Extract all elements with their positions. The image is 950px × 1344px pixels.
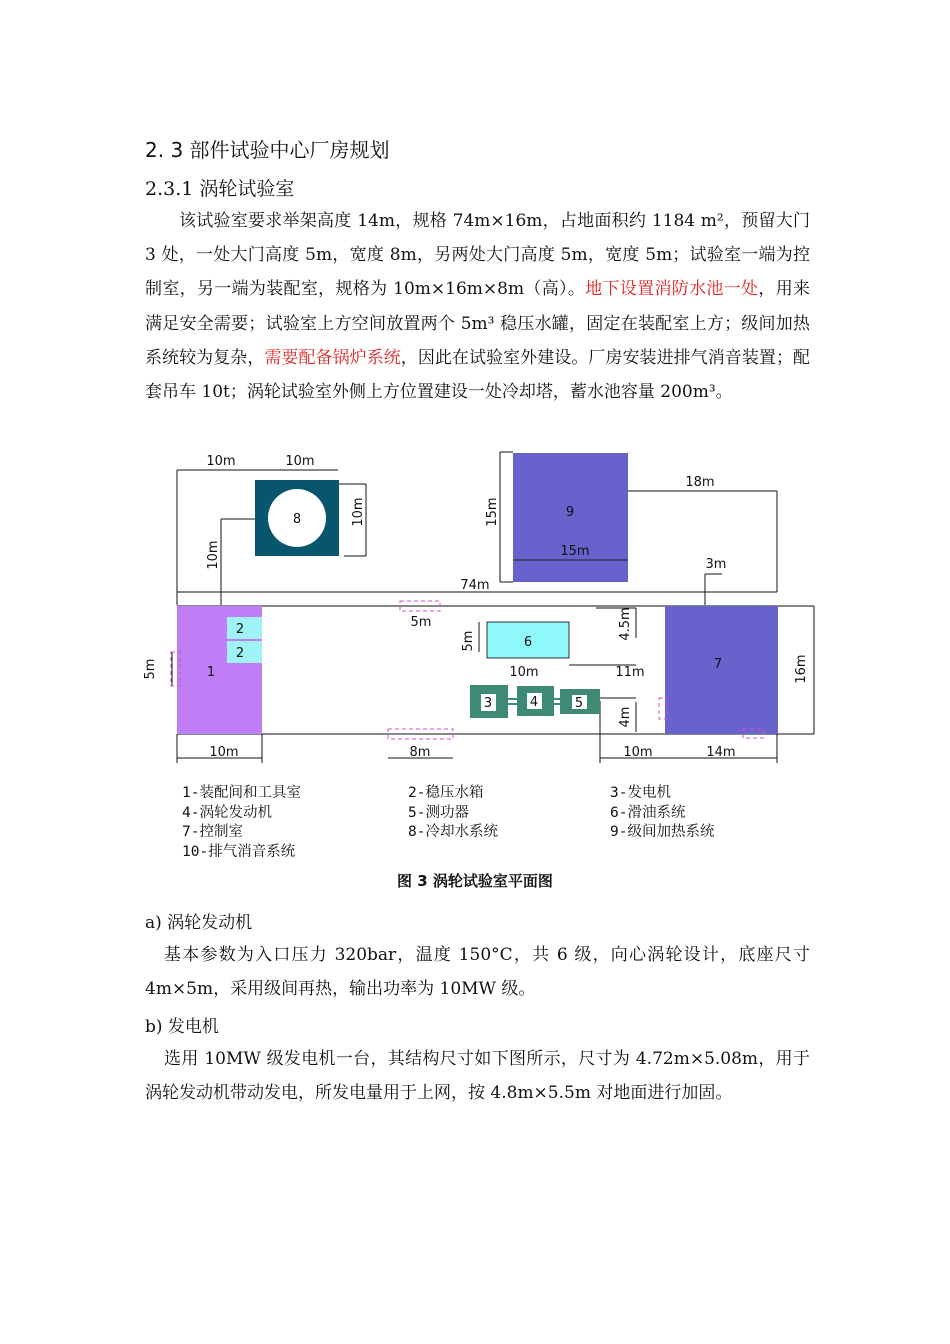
dim-74m: 74m: [460, 578, 490, 593]
figure-caption: 图 3 涡轮试验室平面图: [397, 872, 553, 890]
dim-14m: 14m: [706, 745, 736, 760]
legend-item-10: 10-排气消音系统: [182, 844, 296, 860]
dim-11m: 11m: [615, 665, 645, 680]
intro-highlight-boiler: 需要配备锅炉系统: [264, 347, 401, 368]
dim-10m-top-left: 10m: [206, 454, 236, 469]
dim-10m-cooling-offset: 10m: [206, 540, 221, 570]
intro-highlight-fire-pool: 地下设置消防水池一处: [585, 279, 759, 300]
subsection-heading: 2.3.1 涡轮试验室: [145, 178, 295, 200]
legend-item-9: 9-级间加热系统: [610, 824, 715, 840]
intro-text-3: ，因此在试验室外建设。厂房安装进排气消音装置；配套吊车 10t；涡轮试验室外侧上方位置建设一处冷却塔，蓄水池容量 200m³。: [145, 347, 811, 403]
dim-8m-door: 8m: [409, 745, 431, 760]
dim-5m-top-door: 5m: [410, 615, 432, 630]
legend-item-4: 4-涡轮发动机: [182, 805, 272, 821]
legend-item-7: 7-控制室: [182, 824, 243, 840]
dim-4m: 4m: [618, 706, 633, 728]
section-a-text: 基本参数为入口压力 320bar，温度 150°C，共 6 级，向心涡轮设计，底座尺寸 4m×5m，采用级间再热，输出功率为 10MW 级。: [145, 945, 810, 1000]
section-heading: 2. 3 部件试验中心厂房规划: [145, 138, 390, 162]
dim-10m-bottom-right: 10m: [623, 745, 653, 760]
dim-10m-top-right: 10m: [285, 454, 315, 469]
dim-10m-oil-width: 10m: [509, 665, 539, 680]
block-label-8: 8: [292, 512, 302, 527]
intro-paragraph: [145, 204, 810, 409]
dim-10m-cooling-height: 10m: [351, 497, 366, 527]
dim-5m-left-door: 5m: [143, 658, 158, 680]
legend-item-3: 3-发电机: [610, 785, 671, 801]
block-label-7: 7: [713, 657, 723, 672]
pressure-tank-1: [227, 617, 262, 639]
block-label-2b: 2: [235, 646, 245, 661]
block-label-4: 4: [529, 695, 539, 710]
dim-10m-bottom-left: 10m: [209, 745, 239, 760]
dim-3m: 3m: [705, 557, 727, 572]
block-label-5: 5: [574, 696, 584, 711]
dim-4-5m: 4.5m: [618, 607, 633, 641]
intro-text-2: ，用来满足安全需要；试验室上方空间放置两个 5m³ 稳压水罐，固定在装配室上方；级间加热系统较为复杂，: [145, 279, 811, 368]
legend-item-5: 5-测功器: [408, 805, 469, 821]
intro-text-1: 该试验室要求举架高度 14m，规格 74m×16m，占地面积约 1184 m²，预留大门 3 处，一处大门高度 5m，宽度 8m，另两处大门高度 5m，宽度 5m；试验室一端为控制室，另一端为装配室，规格为 10m×16m×8m（高）。: [145, 211, 810, 300]
block-label-2a: 2: [235, 622, 245, 637]
legend-item-2: 2-稳压水箱: [408, 785, 484, 801]
pressure-tank-2: [227, 641, 262, 663]
block-label-6: 6: [523, 635, 533, 650]
section-b-label: b) 发电机: [145, 1017, 219, 1037]
block-label-9: 9: [565, 505, 575, 520]
dim-15m-heating-height: 15m: [485, 497, 500, 527]
block-label-1: 1: [206, 665, 216, 680]
legend-item-8: 8-冷却水系统: [408, 824, 498, 840]
dim-16m: 16m: [794, 654, 809, 684]
dim-18m: 18m: [685, 475, 715, 490]
legend: [182, 783, 715, 860]
dim-15m-heating-width: 15m: [560, 544, 590, 559]
dim-5m-oil: 5m: [461, 630, 476, 652]
section-b-text: 选用 10MW 级发电机一台，其结构尺寸如下图所示，尺寸为 4.72m×5.08m，用于涡轮发动机带动发电，所发电量用于上网，按 4.8m×5.5m 对地面进行加固。: [145, 1049, 810, 1104]
legend-item-6: 6-滑油系统: [610, 805, 686, 821]
section-a-label: a) 涡轮发动机: [145, 913, 253, 933]
legend-item-1: 1-装配间和工具室: [182, 785, 301, 801]
floor-plan-diagram: [130, 440, 830, 865]
block-label-3: 3: [483, 696, 493, 711]
